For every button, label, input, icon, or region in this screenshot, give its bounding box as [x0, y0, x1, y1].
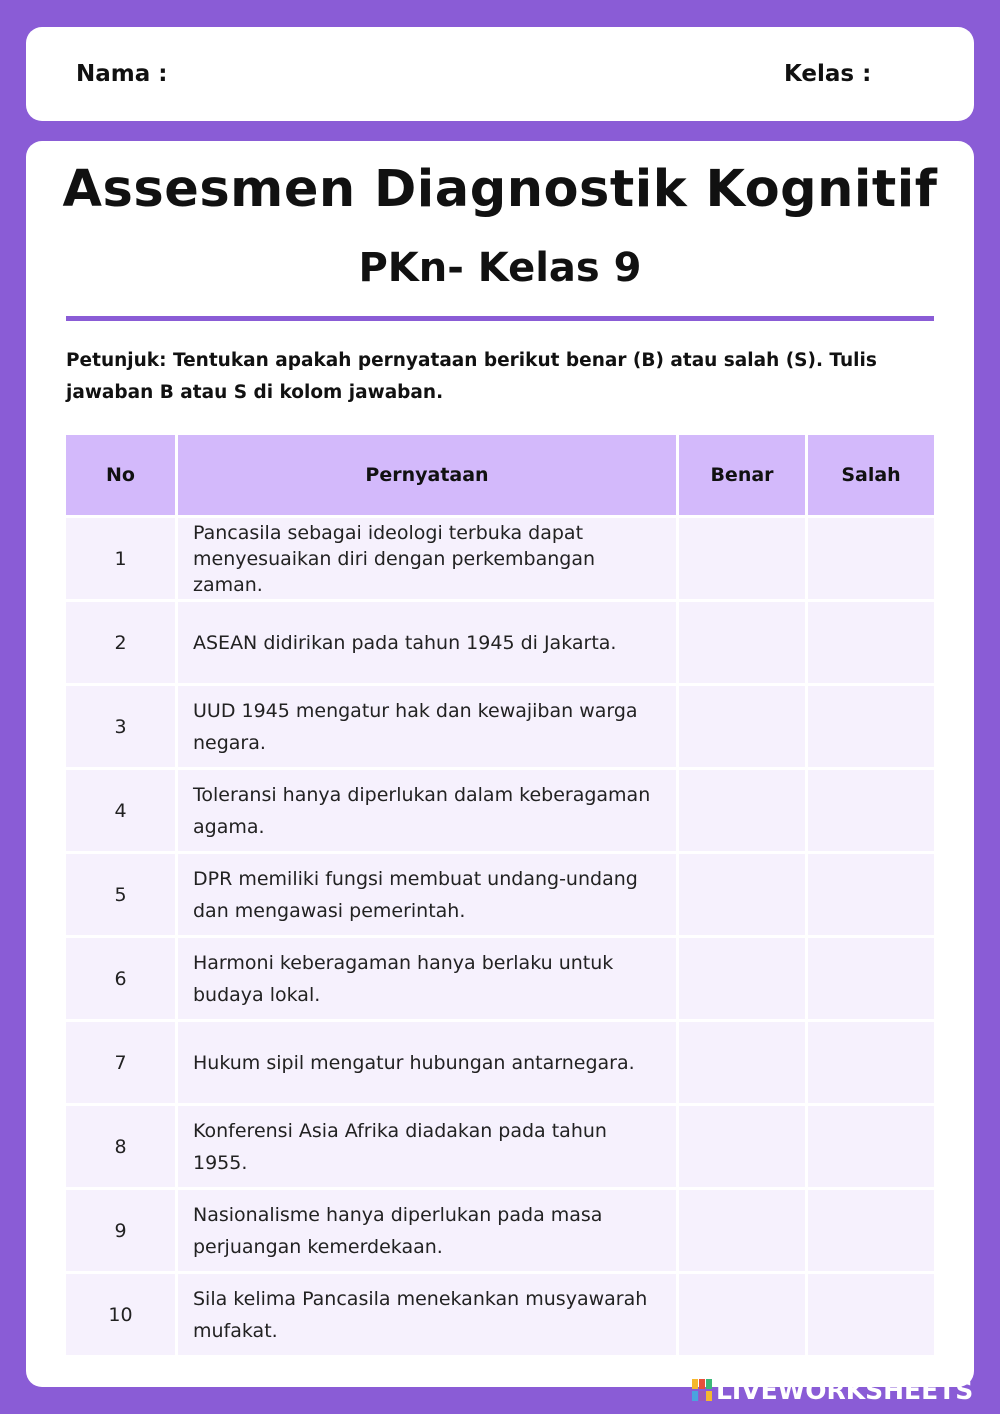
statement-text: Pancasila sebagai ideologi terbuka dapat menyesuaikan diri dengan perkembangan zaman.: [178, 518, 679, 602]
answer-true-cell[interactable]: [679, 770, 808, 854]
row-number: 2: [66, 602, 178, 686]
answer-true-cell[interactable]: [679, 1022, 808, 1106]
student-info-card: [26, 27, 974, 121]
class-label: Kelas :: [784, 61, 872, 87]
statement-table: [66, 435, 934, 1355]
answer-false-cell[interactable]: [808, 938, 934, 1022]
worksheet-card: [26, 141, 974, 1387]
worksheet-subtitle: PKn- Kelas 9: [358, 245, 642, 291]
answer-false-cell[interactable]: [808, 1106, 934, 1190]
table-row: [66, 854, 934, 938]
table-row: [66, 602, 934, 686]
name-label: Nama :: [76, 61, 168, 87]
answer-false-cell[interactable]: [808, 1190, 934, 1274]
answer-false-cell[interactable]: [808, 518, 934, 602]
statement-text: Konferensi Asia Afrika diadakan pada tahun 1955.: [178, 1106, 679, 1190]
statement-text: Harmoni keberagaman hanya berlaku untuk budaya lokal.: [178, 938, 679, 1022]
answer-false-cell[interactable]: [808, 854, 934, 938]
table-row: [66, 686, 934, 770]
answer-false-cell[interactable]: [808, 686, 934, 770]
table-row: [66, 1106, 934, 1190]
table-row: [66, 770, 934, 854]
answer-false-cell[interactable]: [808, 602, 934, 686]
answer-false-cell[interactable]: [808, 1274, 934, 1355]
table-row: [66, 938, 934, 1022]
statement-text: ASEAN didirikan pada tahun 1945 di Jakarta.: [178, 602, 679, 686]
table-header-row: [66, 435, 934, 518]
statement-text: UUD 1945 mengatur hak dan kewajiban warga negara.: [178, 686, 679, 770]
column-header-no: No: [66, 435, 178, 518]
answer-true-cell[interactable]: [679, 686, 808, 770]
table-row: [66, 518, 934, 602]
title-divider: [66, 316, 934, 321]
watermark-text: LIVEWORKSHEETS: [716, 1375, 974, 1405]
answer-true-cell[interactable]: [679, 602, 808, 686]
statement-text: Sila kelima Pancasila menekankan musyawarah mufakat.: [178, 1274, 679, 1355]
answer-false-cell[interactable]: [808, 770, 934, 854]
row-number: 6: [66, 938, 178, 1022]
row-number: 8: [66, 1106, 178, 1190]
table-row: [66, 1022, 934, 1106]
row-number: 7: [66, 1022, 178, 1106]
column-header-true: Benar: [679, 435, 808, 518]
row-number: 10: [66, 1274, 178, 1355]
row-number: 1: [66, 518, 178, 602]
answer-true-cell[interactable]: [679, 1190, 808, 1274]
instructions-text: Petunjuk: Tentukan apakah pernyataan berikut benar (B) atau salah (S). Tulis jawaban B atau S di kolom jawaban.: [66, 350, 877, 403]
column-header-false: Salah: [808, 435, 934, 518]
liveworksheets-watermark: [692, 1376, 973, 1404]
worksheet-title: Assesmen Diagnostik Kognitif: [62, 160, 938, 219]
answer-true-cell[interactable]: [679, 1106, 808, 1190]
row-number: 3: [66, 686, 178, 770]
answer-true-cell[interactable]: [679, 518, 808, 602]
statement-text: Hukum sipil mengatur hubungan antarnegara.: [178, 1022, 679, 1106]
answer-true-cell[interactable]: [679, 1274, 808, 1355]
liveworksheets-logo-icon: [692, 1379, 712, 1401]
answer-false-cell[interactable]: [808, 1022, 934, 1106]
table-row: [66, 1190, 934, 1274]
column-header-statement: Pernyataan: [178, 435, 679, 518]
row-number: 5: [66, 854, 178, 938]
row-number: 9: [66, 1190, 178, 1274]
row-number: 4: [66, 770, 178, 854]
statement-text: Nasionalisme hanya diperlukan pada masa perjuangan kemerdekaan.: [178, 1190, 679, 1274]
statement-text: Toleransi hanya diperlukan dalam keberagaman agama.: [178, 770, 679, 854]
answer-true-cell[interactable]: [679, 938, 808, 1022]
statement-text: DPR memiliki fungsi membuat undang-undang dan mengawasi pemerintah.: [178, 854, 679, 938]
table-row: [66, 1274, 934, 1355]
answer-true-cell[interactable]: [679, 854, 808, 938]
